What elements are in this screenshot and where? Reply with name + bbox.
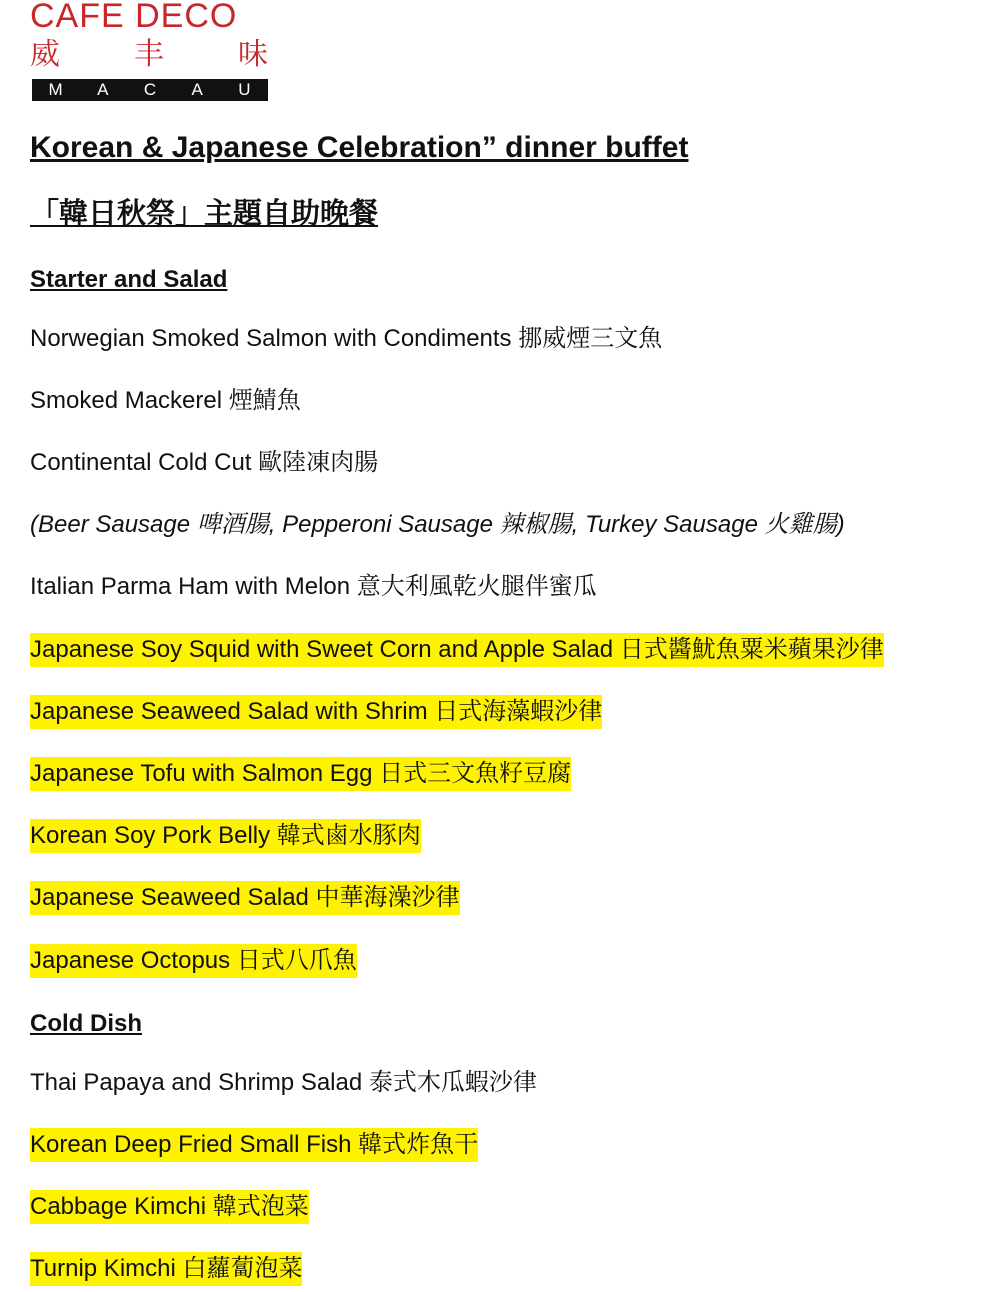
logo-letter: C [143, 80, 157, 99]
menu-item: Thai Papaya and Shrimp Salad 泰式木瓜蝦沙律 [30, 1069, 537, 1096]
menu-item-highlighted: Japanese Seaweed Salad with Shrim 日式海藻蝦沙律 [30, 695, 602, 729]
logo-letter: A [97, 80, 109, 99]
menu-item-highlighted: Japanese Soy Squid with Sweet Corn and Apple Salad 日式醬魷魚粟米蘋果沙律 [30, 633, 884, 667]
menu-item-highlighted: Korean Soy Pork Belly 韓式鹵水豚肉 [30, 819, 421, 853]
logo-letter: A [191, 80, 203, 99]
section-heading-cold-dish: Cold Dish [30, 1010, 142, 1037]
menu-item: Norwegian Smoked Salmon with Condiments 挪威煙三文魚 [30, 325, 663, 352]
logo-location-bar [32, 79, 268, 101]
logo-chinese-char: 威 [30, 37, 60, 72]
menu-item-highlighted: Japanese Octopus 日式八爪魚 [30, 944, 357, 978]
cafe-deco-logo [30, 0, 268, 102]
menu-item-sausage-list: (Beer Sausage 啤酒腸, Pepperoni Sausage 辣椒腸, Turkey Sausage 火雞腸) [30, 511, 845, 538]
menu-item: Smoked Mackerel 煙鯖魚 [30, 387, 301, 414]
menu-item-highlighted: Japanese Tofu with Salmon Egg 日式三文魚籽豆腐 [30, 757, 571, 791]
menu-item-highlighted: Turnip Kimchi 白蘿蔔泡菜 [30, 1252, 302, 1286]
logo-letter: M [48, 80, 63, 99]
menu-title-chinese: 「韓日秋祭」主題自助晚餐 [30, 198, 379, 230]
menu-title-english: Korean & Japanese Celebration” dinner buffet [30, 131, 689, 164]
menu-item-highlighted: Cabbage Kimchi 韓式泡菜 [30, 1190, 309, 1224]
menu-item: Italian Parma Ham with Melon 意大利風乾火腿伴蜜瓜 [30, 573, 597, 600]
logo-brand: CAFE DECO [30, 0, 238, 35]
section-heading-starter: Starter and Salad [30, 266, 228, 293]
menu-item-highlighted: Japanese Seaweed Salad 中華海澡沙律 [30, 881, 460, 915]
logo-chinese-char: 味 [238, 37, 268, 72]
logo-letter: U [238, 80, 251, 99]
menu-item: Continental Cold Cut 歐陸凍肉腸 [30, 449, 379, 476]
menu-item-highlighted: Korean Deep Fried Small Fish 韓式炸魚干 [30, 1128, 478, 1162]
logo-chinese [30, 36, 268, 74]
logo-chinese-char: 丰 [134, 37, 164, 72]
